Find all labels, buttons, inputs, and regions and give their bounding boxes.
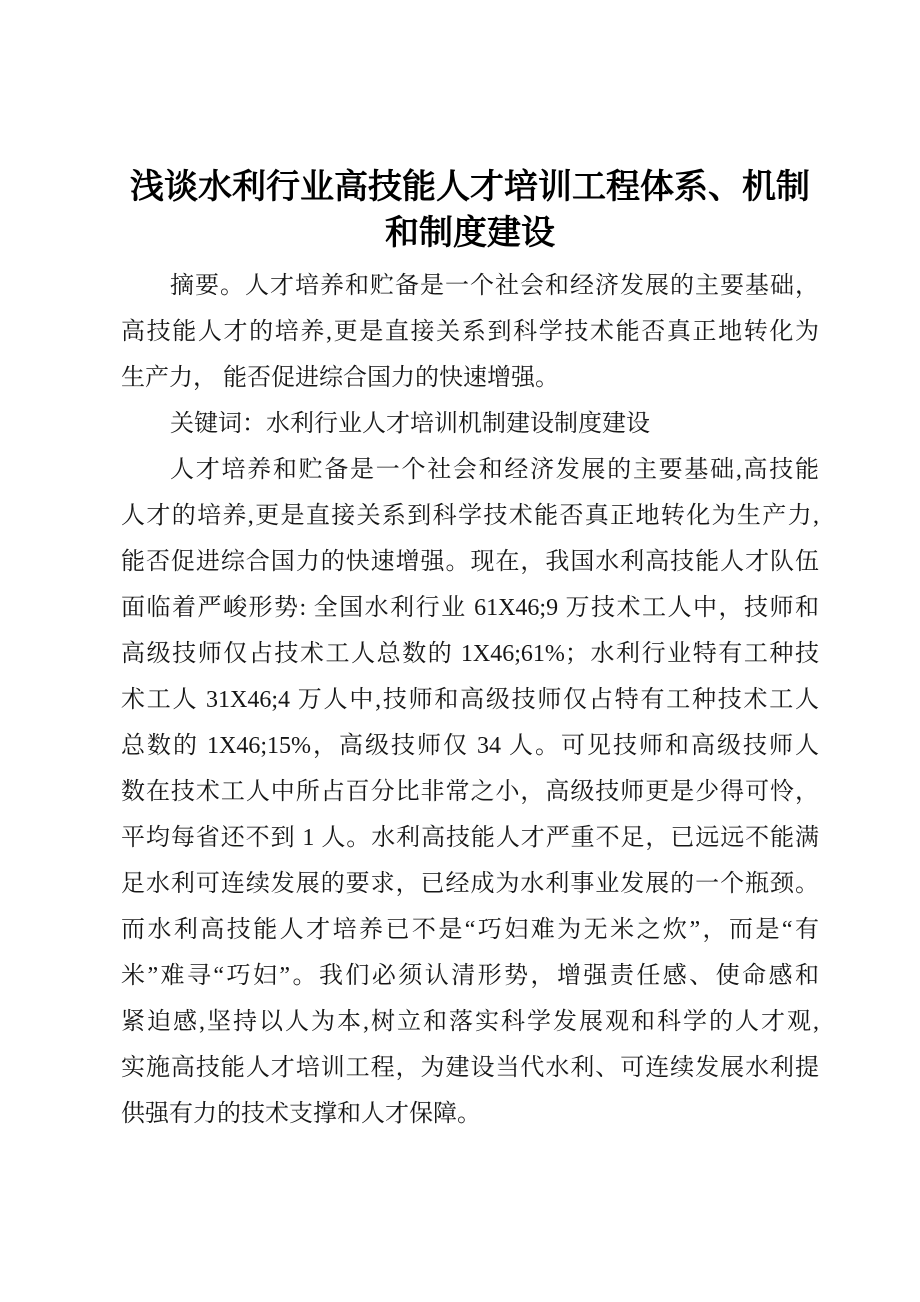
title-line-1: 浅谈水利行业高技能人才培训工程体系、机制	[130, 168, 810, 206]
body-line: 术工人 31X46;4 万人中,技师和高级技师仅占特有工种技术工人	[121, 687, 819, 713]
body-line: 紧迫感,坚持以人为本,树立和落实科学发展观和科学的人才观,	[121, 1009, 819, 1035]
body-line: 实施高技能人才培训工程，为建设当代水利、可连续发展水利提	[121, 1055, 819, 1081]
body-line: 能否促进综合国力的快速增强。现在，我国水利高技能人才队伍	[121, 549, 819, 575]
body-line: 数在技术工人中所占百分比非常之小，高级技师更是少得可怜，	[121, 779, 819, 805]
abstract-line: 高技能人才的培养,更是直接关系到科学技术能否真正地转化为	[121, 319, 819, 345]
title-line-2: 和制度建设	[385, 214, 555, 252]
body-line: 面临着严峻形势: 全国水利行业 61X46;9 万技术工人中，技师和	[121, 595, 819, 621]
body-line: 平均每省还不到 1 人。水利高技能人才严重不足，已远远不能满	[121, 825, 819, 851]
document-title	[121, 164, 819, 256]
keywords-paragraph	[121, 401, 819, 447]
body-line: 足水利可连续发展的要求，已经成为水利事业发展的一个瓶颈。	[121, 871, 819, 897]
main-paragraph	[121, 447, 819, 1137]
keywords-line: 关键词：水利行业人才培训机制建设制度建设	[170, 411, 650, 437]
abstract-paragraph	[121, 263, 819, 401]
body-line: 人才培养和贮备是一个社会和经济发展的主要基础,高技能	[170, 457, 819, 483]
body-line: 米”难寻“巧妇”。我们必须认清形势，增强责任感、使命感和	[121, 963, 819, 989]
body-line: 总数的 1X46;15%，高级技师仅 34 人。可见技师和高级技师人	[121, 733, 819, 759]
document-content	[121, 164, 819, 1137]
body-line: 供强有力的技术支撑和人才保障。	[121, 1101, 481, 1127]
abstract-line: 生产力， 能否促进综合国力的快速增强。	[121, 365, 559, 391]
body-line: 高级技师仅占技术工人总数的 1X46;61%；水利行业特有工种技	[121, 641, 819, 667]
document-body	[121, 263, 819, 1137]
body-line: 而水利高技能人才培养已不是“巧妇难为无米之炊”，而是“有	[121, 917, 819, 943]
abstract-line: 摘要。人才培养和贮备是一个社会和经济发展的主要基础，	[170, 273, 819, 299]
body-line: 人才的培养,更是直接关系到科学技术能否真正地转化为生产力,	[121, 503, 819, 529]
